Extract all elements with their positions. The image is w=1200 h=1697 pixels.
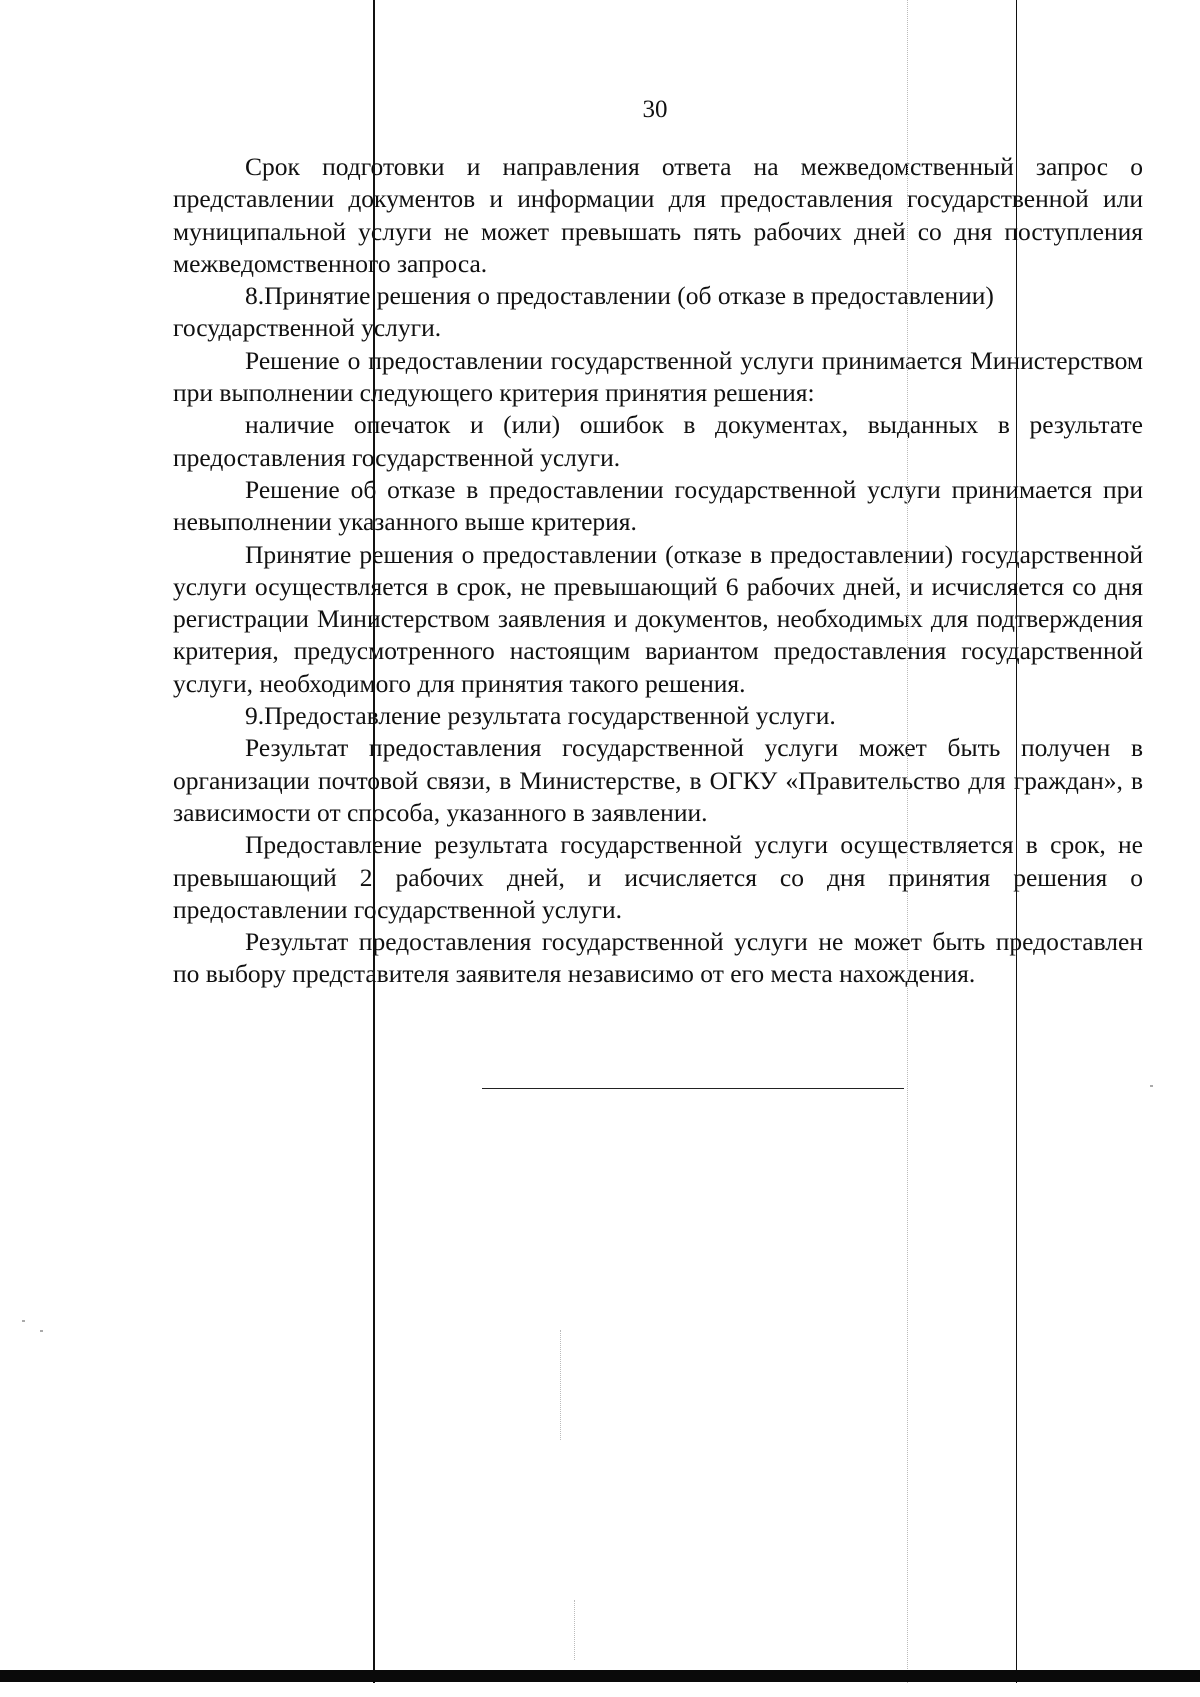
paragraph-decision-grant: Решение о предоставлении государственной услуги принимается Министерством при выполнении следующего критерия принятия решения:: [173, 345, 1143, 408]
paragraph-result-deadline: Предоставление результата государственной услуги осуществляется в срок, не превышающий 2 рабочих дней, и исчисляется со дня принятия решения о предоставлении государственной услуги.: [173, 830, 1143, 924]
scan-artifact-faint-line: [574, 1600, 575, 1660]
paragraph-decision-deadline: Принятие решения о предоставлении (отказе в предоставлении) государственной услуги осуществляется в срок, не превышающий 6 рабочих дней, и исчисляется со дня регистрации Министерством заявления и документов, необходимых для подтверждения критерия, предусмотренного настоящим вариантом предоставления государственной услуги, необходимого для принятия такого решения.: [173, 539, 1143, 698]
paragraph-result-location: Результат предоставления государственной услуги не может быть предоставлен по выбору представителя заявителя независимо от его места нахождения.: [173, 927, 1143, 989]
scan-speck: [40, 1330, 43, 1332]
scan-artifact-faint-line: [560, 1330, 561, 1440]
paragraph-decision-refusal: Решение об отказе в предоставлении государственной услуги принимается при невыполнении указанного выше критерия.: [173, 474, 1143, 537]
paragraph-request-deadline: Срок подготовки и направления ответа на межведомственный запрос о представлении документов и информации для предоставления государственной или муниципальной услуги не может превышать пять рабочих дней со дня поступления межведомственного запроса.: [173, 152, 1143, 278]
scan-speck: [1150, 1085, 1153, 1087]
section-heading-result: 9.Предоставление результата государственной услуги.: [245, 701, 836, 731]
scan-artifact-line: [1016, 0, 1017, 1683]
section-heading-decision: 8.Принятие решения о предоставлении (об отказе в предоставлении) государственной услуги.: [173, 281, 994, 343]
scan-speck: [22, 1320, 25, 1322]
paragraph-result-receipt: Результат предоставления государственной услуги может быть получен в организации почтовой связи, в Министерстве, в ОГКУ «Правительство для граждан», в зависимости от способа, указанного в заявлении.: [173, 733, 1143, 827]
end-divider-line: [482, 1088, 904, 1089]
paragraph-criterion: наличие опечаток и (или) ошибок в документах, выданных в результате предоставления государственной услуги.: [173, 410, 1143, 472]
scan-bottom-edge: [0, 1670, 1200, 1682]
scan-artifact-faint-line: [907, 0, 908, 1683]
scan-artifact-line: [373, 0, 375, 1683]
document-body: [173, 151, 1143, 991]
page-number: 30: [642, 96, 668, 123]
